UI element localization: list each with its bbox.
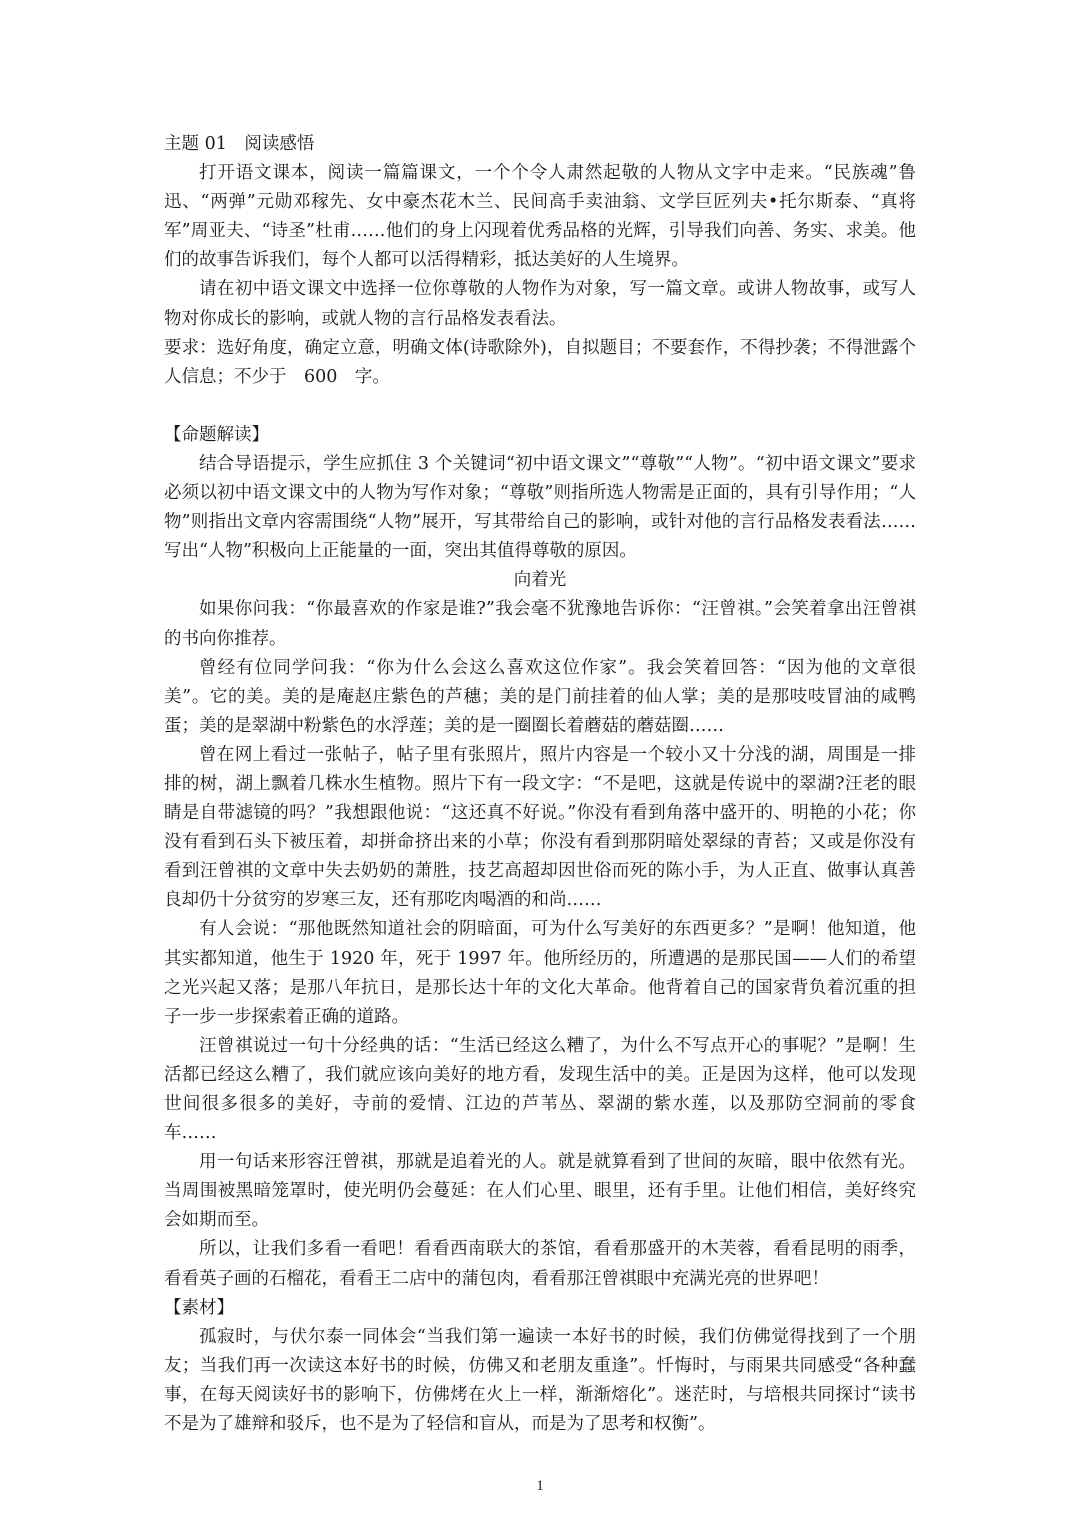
essay-paragraph-5: 汪曾祺说过一句十分经典的话：“生活已经这么糟了，为什么不写点开心的事呢？”是啊！生活都已经这么糟了，我们就应该向美好的地方看，发现生活中的美。正是因为这样，他可以发现世间很多很多的美好，寺前的爱情、江边的芦苇丛、翠湖的紫水莲，以及那防空洞前的零食车…… [164,1035,916,1144]
material-heading: 【素材】 [164,1297,234,1318]
topic-title: 主题 01 阅读感悟 [164,134,315,154]
prompt-paragraph-1: 打开语文课本，阅读一篇篇课文，一个个令人肃然起敬的人物从文字中走来。“民族魂”鲁迅、“两弹”元勋邓稼先、女中豪杰花木兰、民间高手卖油翁、文学巨匠列夫•托尔斯泰、“真将军”周亚夫、“诗圣”杜甫……他们的身上闪现着优秀品格的光辉，引导我们向善、务实、求美。他们的故事告诉我们，每个人都可以活得精彩，抵达美好的人生境界。 [164,163,916,271]
essay-title: 向着光 [513,570,567,591]
analysis-heading: 【命题解读】 [164,424,269,445]
essay-paragraph-2: 曾经有位同学问我：“你为什么会这么喜欢这位作家”。我会笑着回答：“因为他的文章很美”。它的美。美的是庵赵庄紫色的芦穗；美的是门前挂着的仙人掌；美的是那吱吱冒油的咸鸭蛋；美的是翠湖中粉紫色的水浮莲；美的是一圈圈长着蘑菇的蘑菇圈…… [164,657,916,736]
essay-paragraph-6: 用一句话来形容汪曾祺，那就是追着光的人。就是就算看到了世间的灰暗，眼中依然有光。当周围被黑暗笼罩时，使光明仍会蔓延：在人们心里、眼里，还有手里。让他们相信，美好终究会如期而至。 [164,1152,916,1231]
essay-paragraph-4: 有人会说：“那他既然知道社会的阴暗面，可为什么写美好的东西更多？”是啊！他知道，他其实都知道，他生于 1920 年，死于 1997 年。他所经历的，所遭遇的是那民国——人们的希望之光兴起又落；是那八年抗日，是那长达十年的文化大革命。他背着自己的国家背负着沉重的担子一步一步探索着正确的道路。 [164,919,916,1027]
page-number: 1 [536,1478,544,1494]
essay-paragraph-7: 所以，让我们多看一看吧！看看西南联大的茶馆，看看那盛开的木芙蓉，看看昆明的雨季，看看英子画的石榴花，看看王二店中的蒲包肉，看看那汪曾祺眼中充满光亮的世界吧！ [164,1239,916,1289]
essay-paragraph-1: 如果你问我：“你最喜欢的作家是谁?”我会毫不犹豫地告诉你：“汪曾祺。”会笑着拿出汪曾祺的书向你推荐。 [164,599,916,649]
prompt-paragraph-2: 请在初中语文课文中选择一位你尊敬的人物作为对象，写一篇文章。或讲人物故事，或写人物对你成长的影响，或就人物的言行品格发表看法。 [164,279,916,329]
material-paragraph: 孤寂时，与伏尔泰一同体会“当我们第一遍读一本好书的时候，我们仿佛觉得找到了一个朋友；当我们再一次读这本好书的时候，仿佛又和老朋友重逢”。忏悔时，与雨果共同感受“各种蠢事，在每天阅读好书的影响下，仿佛烤在火上一样，渐渐熔化”。迷茫时，与培根共同探讨“读书不是为了雄辩和驳斥，也不是为了轻信和盲从，而是为了思考和权衡”。 [164,1326,916,1435]
essay-paragraph-3: 曾在网上看过一张帖子，帖子里有张照片，照片内容是一个较小又十分浅的湖，周围是一排排的树，湖上飘着几株水生植物。照片下有一段文字：“不是吧，这就是传说中的翠湖?汪老的眼睛是自带滤镜的吗？”我想跟他说：“这还真不好说。”你没有看到角落中盛开的、明艳的小花；你没有看到石头下被压着，却拼命挤出来的小草；你没有看到那阴暗处翠绿的青苔；又或是你没有看到汪曾祺的文章中失去奶奶的萧胜，技艺高超却因世俗而死的陈小手，为人正直、做事认真善良却仍十分贫穷的岁寒三友，还有那吃肉喝酒的和尚…… [164,744,916,911]
requirements-paragraph: 要求：选好角度，确定立意，明确文体(诗歌除外)，自拟题目；不要套作，不得抄袭；不得泄露个人信息；不少于 600 字。 [164,337,916,387]
document-page [164,130,916,1439]
analysis-paragraph: 结合导语提示，学生应抓住 3 个关键词“初中语文课文”“尊敬”“人物”。“初中语文课文”要求必须以初中语文课文中的人物为写作对象；“尊敬”则指所选人物需是正面的，具有引导作用；“人物”则指出文章内容需围绕“人物”展开，写其带给自己的影响，或针对他的言行品格发表看法……写出“人物”积极向上正能量的一面，突出其值得尊敬的原因。 [164,453,916,562]
spacer [164,392,916,421]
